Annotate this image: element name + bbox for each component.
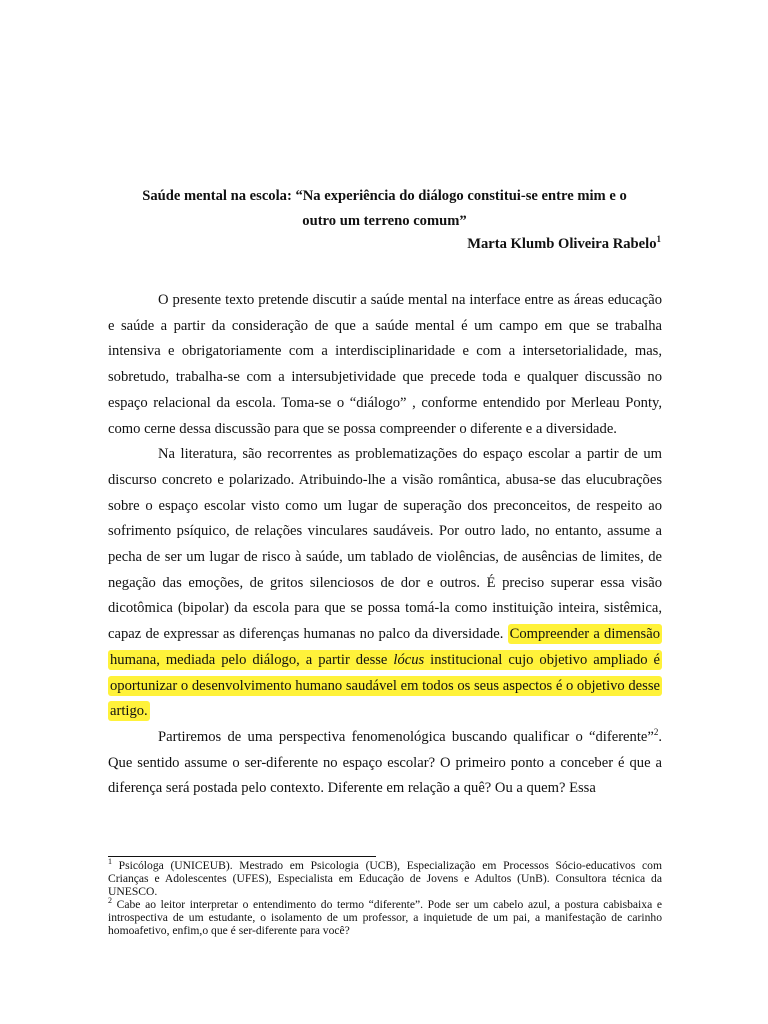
footnote-2	[108, 898, 662, 937]
footnote-1-text: Psicóloga (UNICEUB). Mestrado em Psicologia (UCB), Especialização em Processos Sócio-educativos com Crianças e Adolescentes (UFES), Especialista em Educação de Jovens e Adultos (UnB). Consultora técnica da UNESCO.	[108, 859, 662, 898]
footnote-1	[108, 859, 662, 898]
document-title	[108, 184, 661, 234]
title-line-1: Saúde mental na escola: “Na experiência do diálogo constitui-se entre mim e o	[142, 188, 627, 204]
footnote-ref-2[interactable]: 2	[653, 726, 659, 737]
footnote-2-text: Cabe ao leitor interpretar o entendimento do termo “diferente”. Pode ser um cabelo azul, a postura cabisbaixa e introspectiva de um estudante, o isolamento de um professor, a inquietude de um pai, a manifestação de carinho homoafetivo, enfim,o que é ser-diferente para você?	[108, 898, 662, 937]
footnote-1-mark: 1	[108, 857, 112, 866]
author-text: Marta Klumb Oliveira Rabelo	[467, 236, 657, 252]
document-body	[108, 288, 662, 802]
paragraph-3	[108, 725, 662, 802]
highlight-text-end: institucional cujo objetivo ampliado é oportunizar o desenvolvimento humano saudável em todos os seus aspectos é o objetivo desse artigo.	[110, 651, 660, 720]
highlight-italic-term: lócus	[393, 651, 425, 668]
footnote-2-mark: 2	[108, 896, 112, 905]
paragraph-3-text-start: Partiremos de uma perspectiva fenomenológica buscando qualificar o “diferente”	[158, 728, 654, 745]
highlight-text-start: Compreender a dimensão humana, mediada pelo diálogo, a partir desse	[110, 626, 660, 668]
paragraph-2-text: Na literatura, são recorrentes as problematizações do espaço escolar a partir de um discurso concreto e polarizado. Atribuindo-lhe a visão romântica, abusa-se das elucubrações sobre o espaço escolar visto como um lugar de superação dos preconceitos, de respeito ao sofrimento psíquico, de relações vinculares saudáveis. Por outro lado, no entanto, assume a pecha de ser um lugar de risco à saúde, um tablado de violências, de ausências de limites, de negação das emoções, de gritos silenciosos de dor e outros. É preciso superar essa visão dicotômica (bipolar) da escola para que se possa tomá-la como instituição inteira, sistêmica, capaz de expressar as diferenças humanas no palco da diversidade.	[108, 446, 662, 643]
footnote-divider	[108, 856, 376, 857]
paragraph-3-text-end: . Que sentido assume o ser-diferente no espaço escolar? O primeiro ponto a conceber é que a diferença será postada pelo contexto. Diferente em relação a quê? Ou a quem? Essa	[108, 728, 662, 797]
author-name	[467, 235, 661, 253]
paragraph-1: O presente texto pretende discutir a saúde mental na interface entre as áreas educação e saúde a partir da consideração de que a saúde mental é um campo em que se trabalha intensiva e obrigatoriamente com a interdisciplinaridade e com a intersetorialidade, mas, sobretudo, trabalha-se com a intersubjetividade que precede toda e qualquer discussão no espaço relacional da escola. Toma-se o “diálogo” , conforme entendido por Merleau Ponty, como cerne dessa discussão para que se possa compreender o diferente e a diversidade.	[108, 292, 662, 437]
title-line-2: outro um terreno comum”	[302, 213, 467, 229]
footnote-ref-1[interactable]: 1	[656, 234, 661, 244]
footnotes	[108, 859, 662, 937]
paragraph-2	[108, 442, 662, 725]
